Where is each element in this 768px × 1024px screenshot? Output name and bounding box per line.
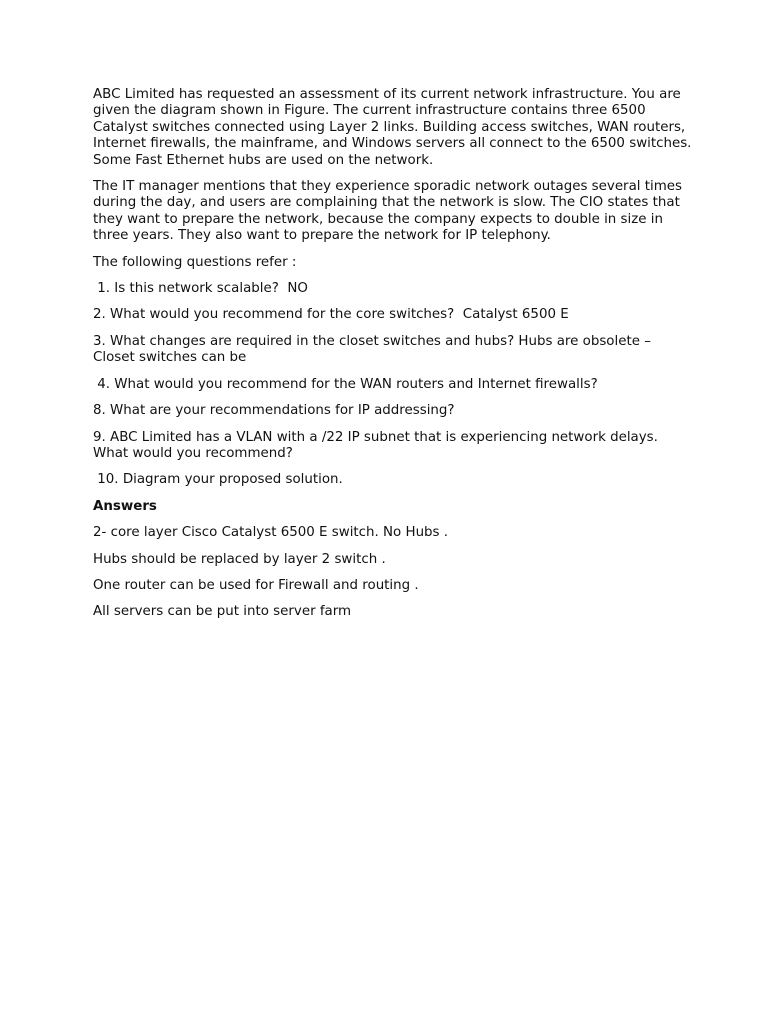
intro-paragraph-2: The IT manager mentions that they experience sporadic network outages several times during the day, and users are complaining that the network is slow. The CIO states that they want to prepare the network, because the company expects to double in size in three years. They also want to prepare the network for IP telephony. bbox=[93, 179, 687, 244]
answer-item: One router can be used for Firewall and routing . bbox=[93, 577, 419, 593]
intro-paragraph-3: The following questions refer : bbox=[93, 254, 297, 270]
answers-list bbox=[93, 525, 693, 621]
answer-item: All servers can be put into server farm bbox=[93, 604, 352, 620]
question-10: 10. Diagram your proposed solution. bbox=[93, 472, 343, 488]
question-8: 8. What are your recommendations for IP addressing? bbox=[93, 403, 455, 419]
questions-list bbox=[93, 281, 693, 489]
question-1: 1. Is this network scalable? NO bbox=[93, 281, 308, 297]
document-page bbox=[93, 87, 696, 631]
intro-paragraph-1: ABC Limited has requested an assessment of its current network infrastructure. You are given the diagram shown in Figure. The current infrastructure contains three 6500 Catalyst switches connected using Layer 2 links. Building access switches, WAN routers, Internet firewalls, the mainframe, and Windows servers all connect to the 6500 switches. Some Fast Ethernet hubs are used on the network. bbox=[93, 87, 696, 168]
answers-heading: Answers bbox=[93, 498, 157, 514]
question-3: 3. What changes are required in the closet switches and hubs? Hubs are obsolete – Closet switches can be bbox=[93, 333, 656, 366]
answer-item: 2- core layer Cisco Catalyst 6500 E switch. No Hubs . bbox=[93, 525, 449, 541]
question-4: 4. What would you recommend for the WAN routers and Internet firewalls? bbox=[93, 376, 598, 392]
question-2: 2. What would you recommend for the core switches? Catalyst 6500 E bbox=[93, 307, 569, 323]
question-9: 9. ABC Limited has a VLAN with a /22 IP subnet that is experiencing network delays. What would you recommend? bbox=[93, 429, 663, 461]
answer-item: Hubs should be replaced by layer 2 switch . bbox=[93, 551, 386, 567]
